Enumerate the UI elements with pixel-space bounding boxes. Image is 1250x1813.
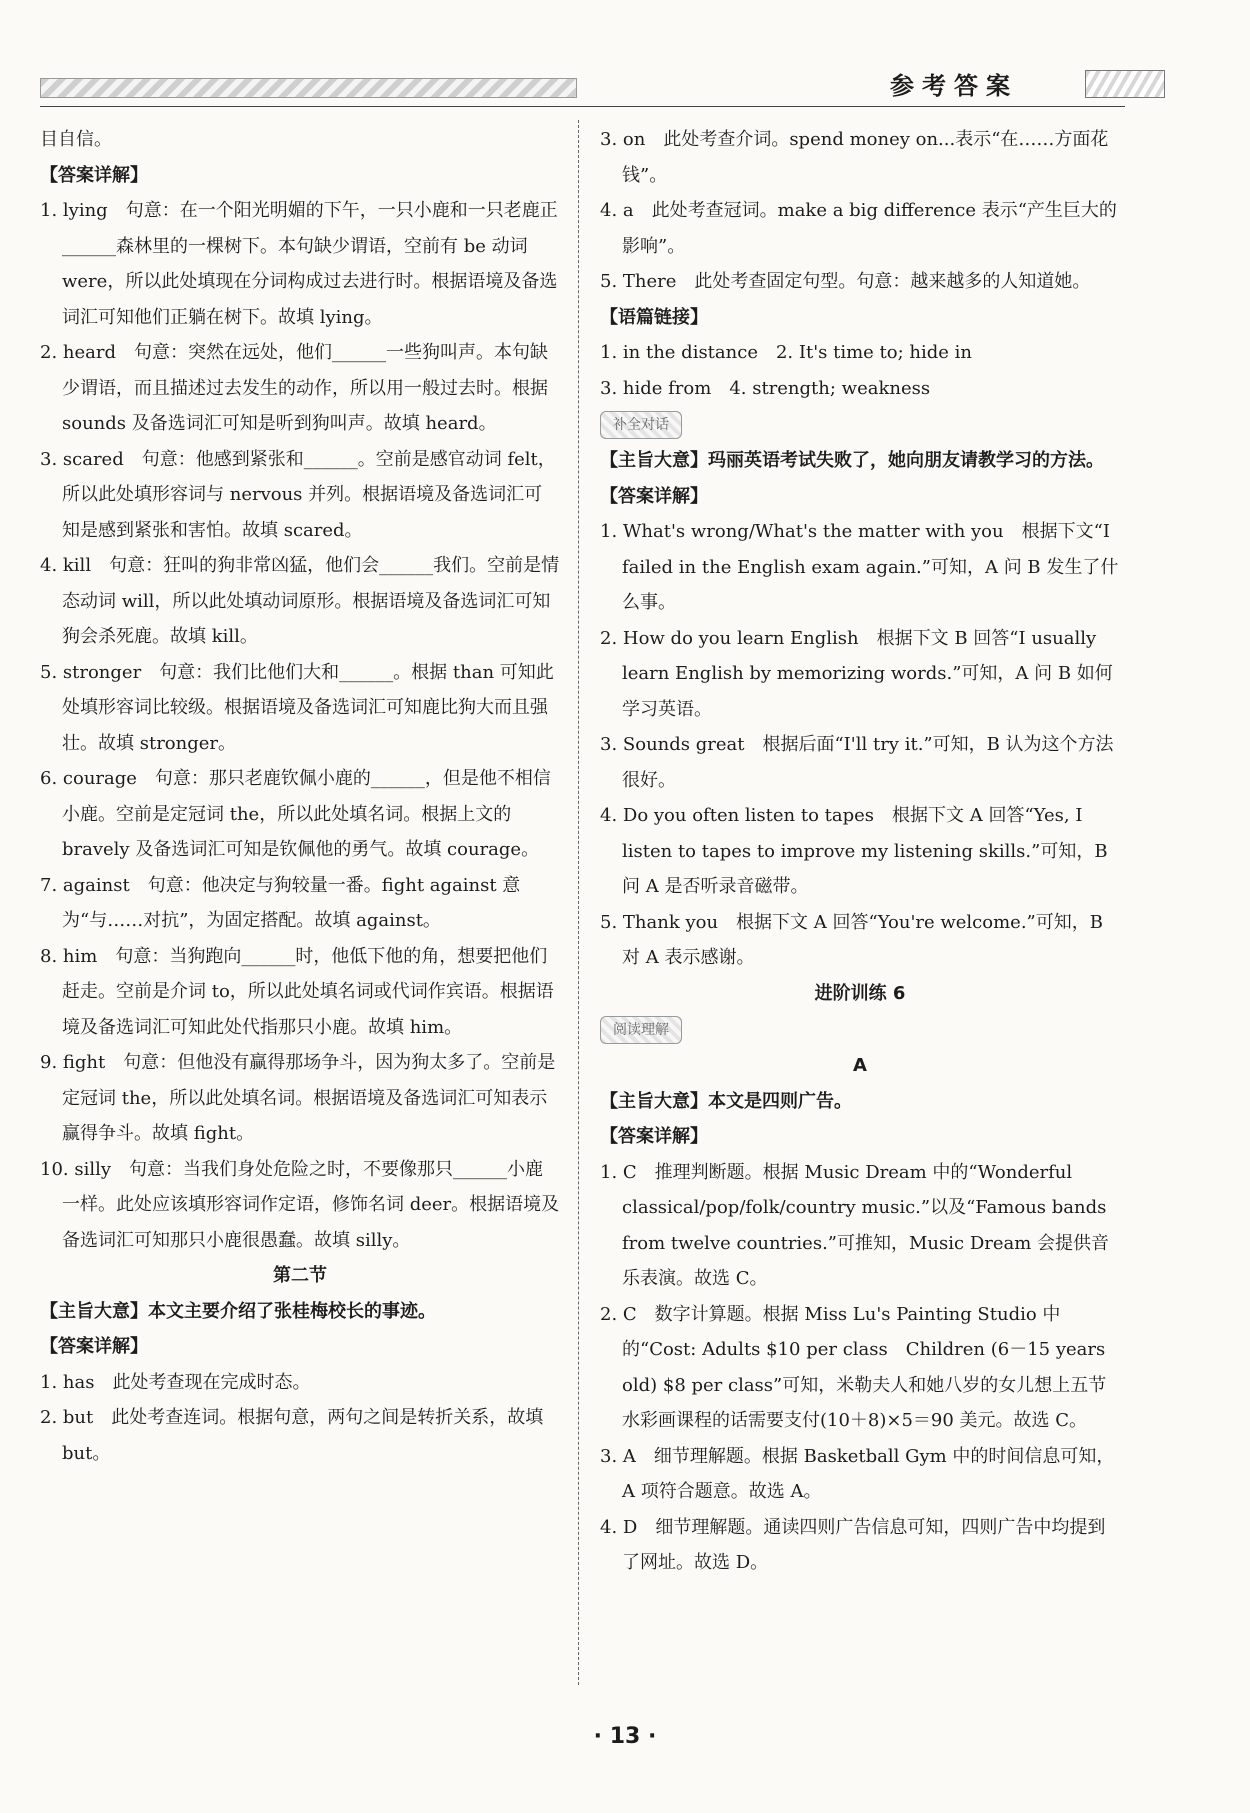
- answer-item: 6. courage 句意：那只老鹿钦佩小鹿的______，但是他不相信小鹿。空前是定冠词 the，所以此处填名词。根据上文的 bravely 及备选词汇可知是钦佩他的勇气。故填 courage。: [40, 768, 551, 860]
- intro-text: 目自信。: [40, 129, 112, 150]
- header-decor-band: [40, 78, 577, 98]
- answer-item: 4. kill 句意：狂叫的狗非常凶猛，他们会______我们。空前是情态动词 will，所以此处填动词原形。根据语境及备选词汇可知狗会杀死鹿。故填 kill。: [40, 555, 560, 647]
- left-column: [40, 122, 560, 1471]
- section-heading: 【答案详解】: [600, 485, 708, 507]
- answer-item: 4. a 此处考查冠词。make a big difference 表示“产生巨大的影响”。: [600, 200, 1117, 257]
- answer-item: 3. A 细节理解题。根据 Basketball Gym 中的时间信息可知，A 项符合题意。故选 A。: [600, 1445, 1115, 1502]
- section-heading: 【答案详解】: [40, 164, 148, 186]
- answer-item: 1. lying 句意：在一个阳光明媚的下午，一只小鹿和一只老鹿正______森林里的一棵树下。本句缺少谓语，空前有 be 动词 were，所以此处填现在分词构成过去进行时。根据语境及备选词汇可知他们正躺在树下。故填 lying。: [40, 200, 558, 328]
- section-heading: 【语篇链接】: [600, 306, 708, 328]
- section-heading: 【主旨大意】本文主要介绍了张桂梅校长的事迹。: [40, 1300, 436, 1322]
- section-heading: 【主旨大意】玛丽英语考试失败了，她向朋友请教学习的方法。: [600, 450, 1104, 471]
- link-line: 1. in the distance 2. It's time to; hide in: [600, 342, 973, 363]
- answer-item: 3. Sounds great 根据后面“I'll try it.”可知，B 认为这个方法很好。: [600, 734, 1114, 791]
- section-badge: 阅读理解: [600, 1016, 682, 1044]
- page-header: [40, 62, 1125, 114]
- answer-item: 2. heard 句意：突然在远处，他们______一些狗叫声。本句缺少谓语，而且描述过去发生的动作，所以用一般过去时。根据 sounds 及备选词汇可知是听到狗叫声。故填 heard。: [40, 342, 548, 434]
- right-column: [600, 122, 1120, 1581]
- answer-item: 2. How do you learn English 根据下文 B 回答“I usually learn English by memorizing words.”可知，A 问 B 如何学习英语。: [600, 627, 1113, 720]
- answer-item: 10. silly 句意：当我们身处危险之时，不要像那只______小鹿一样。此处应该填形容词作定语，修饰名词 deer。根据语境及备选词汇可知那只小鹿很愚蠢。故填 silly。: [40, 1158, 560, 1251]
- answer-item: 1. C 推理判断题。根据 Music Dream 中的“Wonderful classical/pop/folk/country music.”以及“Famous bands from twelve countries.”可推知，Music Dream 会提供音乐表演。故选 C。: [600, 1161, 1110, 1289]
- answer-item: 5. There 此处考查固定句型。句意：越来越多的人知道她。: [600, 271, 1091, 292]
- header-rule: [40, 106, 1125, 107]
- section-badge: 补全对话: [600, 411, 682, 439]
- answer-item: 3. on 此处考查介词。spend money on...表示“在……方面花钱”。: [600, 129, 1109, 186]
- answer-item: 1. has 此处考查现在完成时态。: [40, 1371, 311, 1393]
- answer-item: 5. Thank you 根据下文 A 回答“You're welcome.”可知，B 对 A 表示感谢。: [600, 911, 1103, 968]
- training-title: 进阶训练 6: [814, 982, 906, 1004]
- answer-item: 8. him 句意：当狗跑向______时，他低下他的角，想要把他们赶走。空前是介词 to，所以此处填名词或代词作宾语。根据语境及备选词汇可知此处代指那只小鹿。故填 him。: [40, 945, 554, 1038]
- answer-item: 9. fight 句意：但他没有赢得那场争斗，因为狗太多了。空前是定冠词 the，所以此处填名词。根据语境及备选词汇可知表示赢得争斗。故填 fight。: [40, 1052, 556, 1144]
- page-number: · 13 ·: [593, 1724, 657, 1749]
- header-arrow-decor: [1085, 70, 1165, 98]
- answer-item: 5. stronger 句意：我们比他们大和______。根据 than 可知此处填形容词比较级。根据语境及备选词汇可知鹿比狗大而且强壮。故填 stronger。: [40, 661, 554, 754]
- column-divider: [578, 120, 579, 1685]
- link-line: 3. hide from 4. strength; weakness: [600, 377, 931, 399]
- answer-item: 1. What's wrong/What's the matter with you 根据下文“I failed in the English exam again.”可知，A 问 B 发生了什么事。: [600, 521, 1119, 613]
- answer-item: 2. C 数字计算题。根据 Miss Lu's Painting Studio 中的“Cost: Adults $10 per class Children (6－15 years old) $8 per class”可知，米勒夫人和她八岁的女儿想上五节水彩画课程的话需要支付(10＋8)×5＝90 美元。故选 C。: [600, 1303, 1107, 1431]
- part-label: A: [853, 1055, 867, 1076]
- section-title: 第二节: [273, 1265, 327, 1286]
- section-heading: 【答案详解】: [600, 1126, 708, 1147]
- section-heading: 【主旨大意】本文是四则广告。: [600, 1090, 852, 1112]
- answer-item: 4. D 细节理解题。通读四则广告信息可知，四则广告中均提到了网址。故选 D。: [600, 1516, 1106, 1573]
- answer-item: 2. but 此处考查连词。根据句意，两句之间是转折关系，故填 but。: [40, 1407, 544, 1464]
- answer-item: 7. against 句意：他决定与狗较量一番。fight against 意为“与……对抗”，为固定搭配。故填 against。: [40, 874, 521, 931]
- answer-item: 3. scared 句意：他感到紧张和______。空前是感官动词 felt，所以此处填形容词与 nervous 并列。根据语境及备选词汇可知是感到紧张和害怕。故填 scared。: [40, 448, 556, 541]
- answer-item: 4. Do you often listen to tapes 根据下文 A 回答“Yes, I listen to tapes to improve my listening skills.”可知，B 问 A 是否听录音磁带。: [600, 805, 1108, 897]
- section-heading: 【答案详解】: [40, 1336, 148, 1357]
- header-title: 参考答案: [890, 72, 1018, 100]
